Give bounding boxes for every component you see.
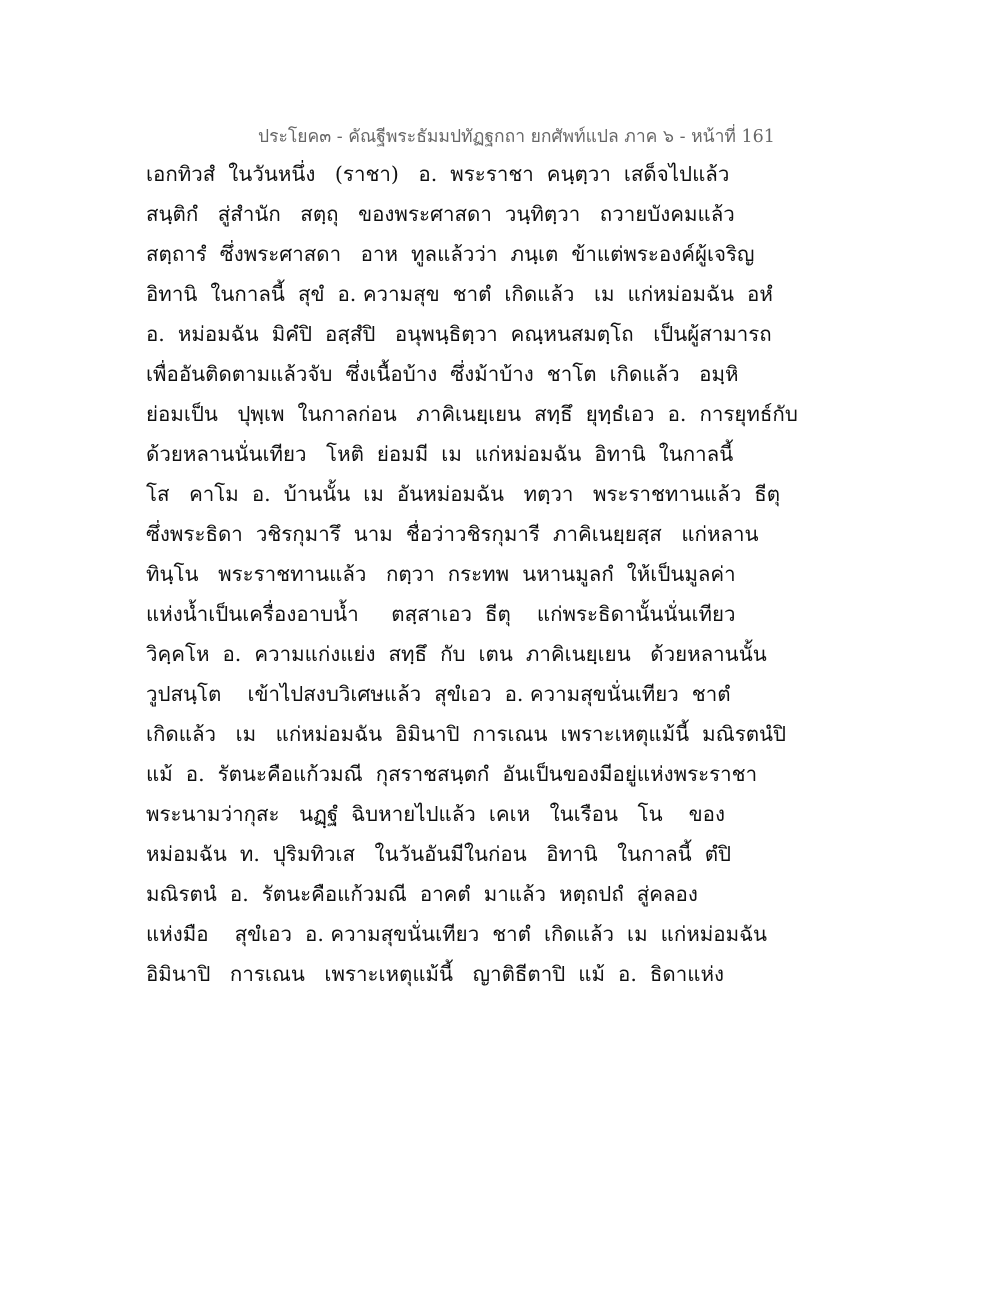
text-line: พระนามว่ากุสะ นฏฺฐํ ฉิบหายไปแล้ว เคเห ในเรือน โน ของ: [146, 802, 725, 826]
text-line: เกิดแล้ว เม แก่หม่อมฉัน อิมินาปิ การเณน เพราะเหตุแม้นี้ มณิรตนํปิ: [146, 722, 787, 746]
text-line: โส คาโม อ. บ้านนั้น เม อันหม่อมฉัน ทตฺวา พระราชทานแล้ว ธีตุ: [146, 482, 781, 506]
text-line: วิคฺคโห อ. ความแก่งแย่ง สทฺธึ กับ เตน ภาคิเนยฺเยน ด้วยหลานนั้น: [146, 642, 767, 666]
text-line: ทินฺโน พระราชทานแล้ว กตฺวา กระทพ นหานมูลกํ ให้เป็นมูลค่า: [146, 562, 736, 586]
text-line: สตฺถารํ ซึ่งพระศาสดา อาห ทูลแล้วว่า ภนฺเต ข้าแต่พระองค์ผู้เจริญ: [146, 242, 755, 266]
text-line: มณิรตนํ อ. รัตนะคือแก้วมณี อาคตํ มาแล้ว หตฺถปถํ สู่คลอง: [146, 882, 698, 906]
text-line: ซึ่งพระธิดา วชิรกุมารึ นาม ชื่อว่าวชิรกุมารี ภาคิเนยฺยสฺส แก่หลาน: [146, 522, 759, 546]
text-line: ย่อมเป็น ปุพฺเพ ในกาลก่อน ภาคิเนยฺเยน สทฺธึ ยุทฺธํเอว อ. การยุทธ์กับ: [146, 402, 798, 426]
text-line: แห่งน้ำเป็นเครื่องอาบน้ำ ตสฺสาเอว ธีตุ แก่พระธิดานั้นนั่นเทียว: [146, 602, 736, 626]
text-line: แม้ อ. รัตนะคือแก้วมณี กุสราชสนฺตกํ อันเป็นของมีอยู่แห่งพระราชา: [146, 762, 758, 786]
running-header: ประโยค๓ - คัณฐีพระธัมมปทัฏฐกถา ยกศัพท์แปล ภาค ๖ - หน้าที่ 161: [258, 127, 775, 147]
text-line: ด้วยหลานนั่นเทียว โหติ ย่อมมี เม แก่หม่อมฉัน อิทานิ ในกาลนี้: [146, 442, 734, 466]
text-line: อิทานิ ในกาลนี้ สุขํ อ. ความสุข ชาตํ เกิดแล้ว เม แก่หม่อมฉัน อหํ: [146, 282, 773, 306]
text-line: สนฺติกํ สู่สำนัก สตฺถุ ของพระศาสดา วนฺทิตฺวา ถวายบังคมแล้ว: [146, 202, 735, 226]
text-line: อิมินาปิ การเณน เพราะเหตุแม้นี้ ญาติธีตาปิ แม้ อ. ธิดาแห่ง: [146, 962, 724, 986]
text-line: แห่งมือ สุขํเอว อ. ความสุขนั่นเทียว ชาตํ เกิดแล้ว เม แก่หม่อมฉัน: [146, 922, 768, 946]
text-line: เพื่ออันติดตามแล้วจับ ซึ่งเนื้อบ้าง ซึ่งม้าบ้าง ชาโต เกิดแล้ว อมฺหิ: [146, 362, 739, 386]
text-line: เอกทิวสํ ในวันหนึ่ง (ราชา) อ. พระราชา คนฺตฺวา เสด็จไปแล้ว: [146, 162, 730, 186]
body-text: [146, 154, 846, 994]
text-line: อ. หม่อมฉัน มิคํปิ อสฺสํปิ อนุพนฺธิตฺวา คณฺหนสมตฺโถ เป็นผู้สามารถ: [146, 322, 772, 346]
text-line: หม่อมฉัน ท. ปุริมทิวเส ในวันอันมีในก่อน อิทานิ ในกาลนี้ ตํปิ: [146, 842, 732, 866]
text-line: วูปสนฺโต เข้าไปสงบวิเศษแล้ว สุขํเอว อ. ความสุขนั่นเทียว ชาตํ: [146, 682, 731, 706]
